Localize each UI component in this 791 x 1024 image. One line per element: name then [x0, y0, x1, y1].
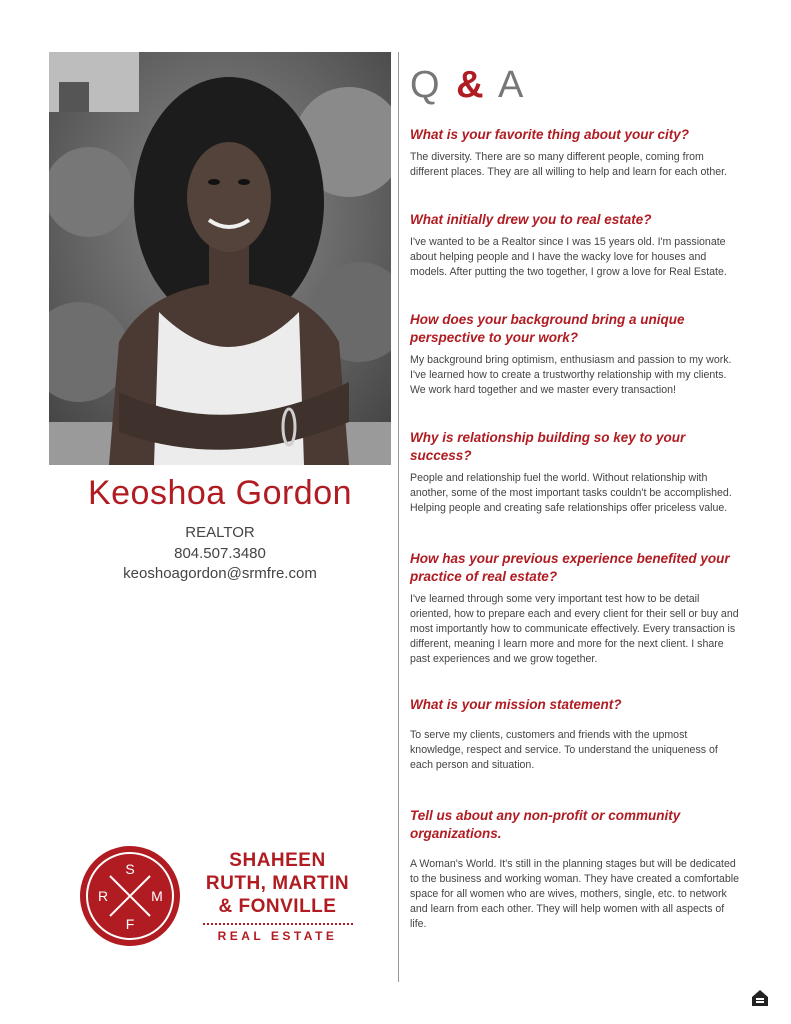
logo-letter-m: M — [151, 888, 163, 904]
logo-line-2: RUTH, MARTIN — [205, 873, 350, 894]
qa-question: How has your previous experience benefited your practice of real estate? — [410, 551, 730, 584]
agent-name: Keoshoa Gordon — [87, 474, 353, 512]
qa-item — [410, 696, 740, 773]
agent-phone[interactable]: 804.507.3480 — [174, 545, 266, 562]
qa-heading-amp: & — [456, 64, 487, 106]
qa-heading — [410, 64, 526, 107]
qa-item — [410, 311, 740, 398]
equal-housing-icon — [750, 988, 770, 1008]
logo-line-3: & FONVILLE — [218, 896, 337, 917]
qa-heading-a: A — [498, 64, 527, 106]
qa-question: How does your background bring a unique perspective to your work? — [410, 312, 685, 345]
brokerage-logo-text — [190, 849, 365, 943]
column-divider — [398, 52, 399, 982]
qa-item — [410, 211, 740, 280]
logo-letter-s: S — [125, 861, 135, 877]
qa-item — [410, 550, 740, 667]
qa-answer: I've learned through some very important test how to be detail oriented, how to prepare each and every client for their sell or buy and most importantly how to communicate effectively. Every transaction is different, meaning I learn more and more for the next client. I share past experiences and we grow together. — [410, 593, 739, 665]
logo-line-1: SHAHEEN — [229, 850, 326, 871]
qa-answer: A Woman's World. It's still in the planning stages but will be dedicated to the business and working woman. They have created a comfortable space for all women who are wives, mothers, single, etc. to network and learn from each other. They will help women with all aspects of life. — [410, 858, 739, 930]
logo-letter-f: F — [125, 916, 135, 932]
qa-answer: To serve my clients, customers and friends with the upmost knowledge, respect and service. To understand the uniqueness of each person and situation. — [410, 729, 718, 771]
agent-email[interactable]: keoshoagordon@srmfre.com — [123, 565, 317, 582]
logo-letter-r: R — [97, 888, 109, 904]
qa-answer: People and relationship fuel the world. Without relationship with another, some of the most important tasks couldn't be accomplished. Helping people and creating safe relationships offer priceless value. — [410, 472, 732, 514]
qa-answer: I've wanted to be a Realtor since I was 15 years old. I'm passionate about helping people and I have the wacky love for houses and models. After putting the two together, I grow a love for Real Estate. — [410, 236, 727, 278]
qa-answer: My background bring optimism, enthusiasm and passion to my work. I've learned how to create a trustworthy relationship with my clients. We work hard together and we master every transaction! — [410, 354, 732, 396]
qa-question: What initially drew you to real estate? — [410, 212, 652, 227]
qa-question: Tell us about any non-profit or community organizations. — [410, 808, 681, 841]
qa-question: Why is relationship building so key to your success? — [410, 430, 686, 463]
qa-answer: The diversity. There are so many different people, coming from different places. They are all willing to help and learn for each other. — [410, 151, 728, 178]
logo-subtitle: REAL ESTATE — [217, 929, 338, 943]
qa-question: What is your mission statement? — [410, 697, 622, 712]
qa-heading-q: Q — [410, 64, 443, 106]
qa-question: What is your favorite thing about your city? — [410, 127, 690, 142]
agent-role: REALTOR — [185, 524, 255, 541]
qa-item — [410, 429, 740, 516]
srmf-logo-emblem — [80, 846, 180, 946]
agent-portrait — [49, 52, 391, 465]
logo-divider — [203, 923, 353, 925]
qa-item — [410, 126, 740, 180]
qa-item — [410, 807, 740, 932]
